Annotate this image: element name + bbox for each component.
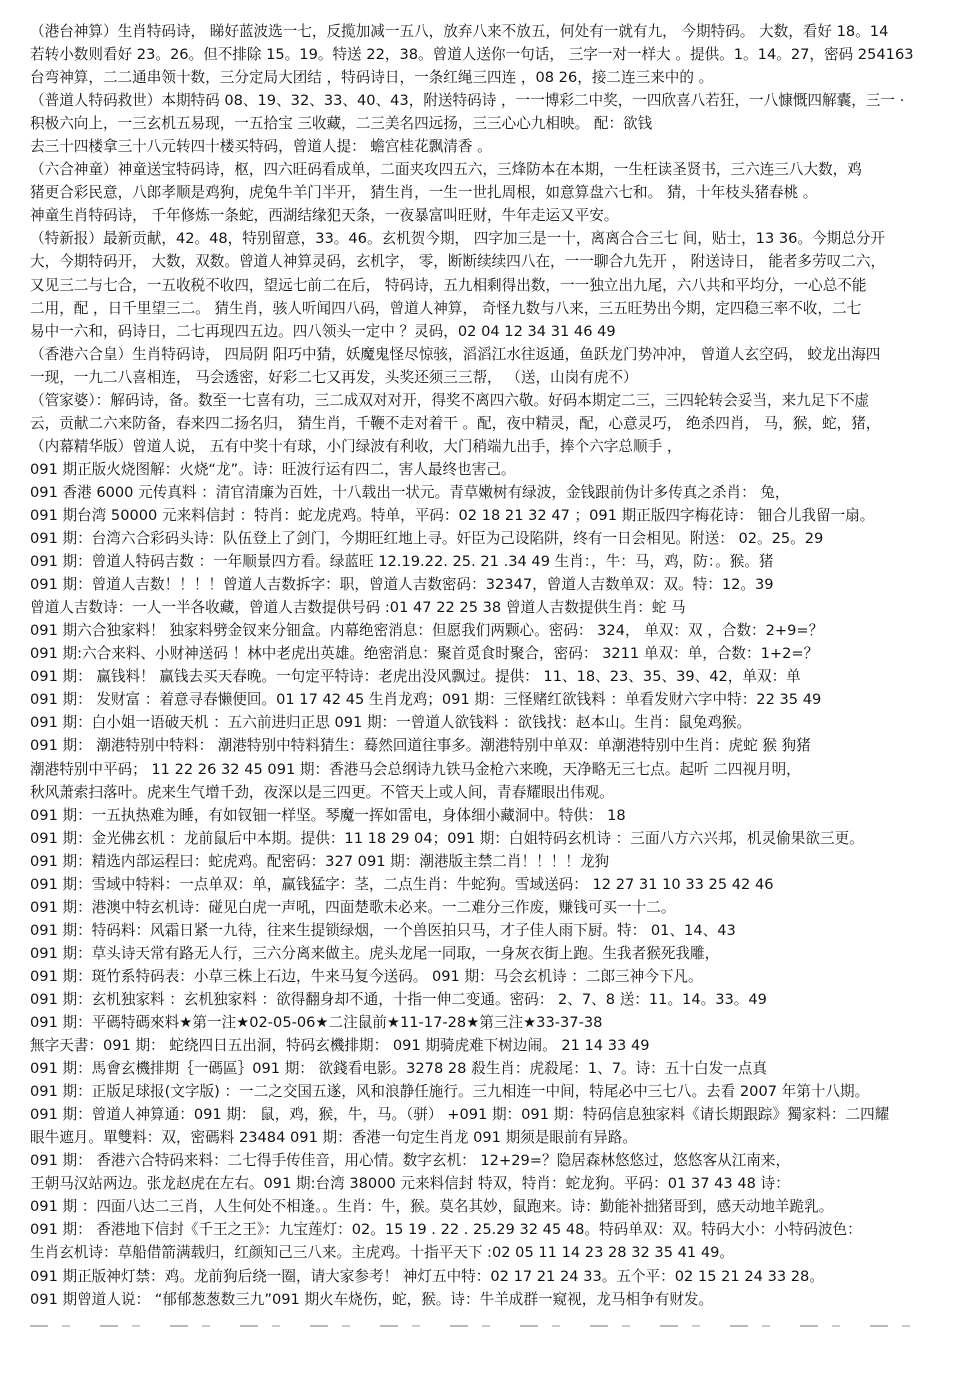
text-line: 眼牛遮月。單雙料：双，密碼料 23484 091 期：香港一句定生肖龙 091 期须是眼前有异路。 xyxy=(30,1129,637,1147)
text-line: 091 期：港澳中特玄机诗：碰见白虎一声吼，四面楚歌未必来。一二难分三作废，赚钱可买一十二。 xyxy=(30,898,676,916)
text-line: （香港六合皇）生肖特码诗， 四局阴 阳巧中猜，妖魔鬼怪尽惊骇，滔滔江水往返通，鱼跃龙门势冲冲， 曾道人玄空码， 蛟龙出海四 xyxy=(30,345,881,363)
text-line: 王朝马汉站两边。张龙赵虎在左右。091 期:台湾 38000 元来料信封 特双，特肖：蛇龙狗。平码：01 37 43 48 诗： xyxy=(30,1175,790,1193)
text-line: 091 期：草头诗天常有路无人行，三六分离来做主。虎头龙尾一同取，一身灰衣街上跑。生我者猴死我雕， xyxy=(30,944,720,962)
text-line: 091 期：一五执热难为睡，有如钗钿一样坚。琴魔一挥如雷电，身体细小藏洞中。特供： 18 xyxy=(30,806,626,824)
text-line: 091 期：平碼特碼來料★第一注★02-05-06★二注鼠前★11-17-28★第三注★33-37-38 xyxy=(30,1014,603,1032)
text-line: 091 期：曾道人神算通：091 期： 鼠，鸡，猴，牛，马。（骈） +091 期：091 期：特码信息独家料《请长期跟踪》獨家料：二四耀 xyxy=(30,1106,890,1124)
text-line: 潮港特别中平码； 11 22 26 32 45 091 期：香港马会总纲诗九铁马金枪六来晚，天净略无三七点。起听 二四视月明， xyxy=(30,760,801,778)
text-line: 若转小数则看好 23。26。但不排除 15。19。特送 22，38。曾道人送你一句话， 三字一对一样大 。提供。1。14。27，密码 254163 xyxy=(30,46,914,64)
text-line: 091 期：曾道人吉数！！！！曾道人吉数拆字：职，曾道人吉数密码：32347，曾道人吉数单双：双。特：12。39 xyxy=(30,576,774,594)
text-line: 大，今期特码开， 大数，双数。曾道人神算灵码，玄机字， 零，断断续续四八在，一一聊合九先开 ， 附送诗日， 能者多劳叹二六， xyxy=(30,253,886,271)
text-line: 091 期：特码料：风霜日紧一九待，往来生提锁绿烟，一个兽医拍只马，才子佳人雨下厨。特： 01、14、43 xyxy=(30,921,736,939)
text-line: 091 期： 发财富 ：着意寻春懒便回。01 17 42 45 生肖龙鸡；091 期：三怪赌红欲钱料 ：单看发财六字中特：22 35 49 xyxy=(30,691,822,709)
text-line: 091 期台湾 50000 元来料信封 ：特肖：蛇龙虎鸡。特单，平码：02 18 21 32 47 ；091 期正版四字梅花诗： 钿合儿我留一扇。 xyxy=(30,506,875,524)
text-line: （普道人特码救世）本期特码 08、19、32、33、40、43，附送特码诗 ，一一博彩二中奖，一四欣喜八若狂，一八慷慨四解囊，三一 · xyxy=(30,92,905,110)
text-line: 去三十四楼拿三十八元转四十楼买特码，曾道人提： 蟾宫桂花飘清香 。 xyxy=(30,138,492,156)
text-line: 091 期：正版足球报(文字版) ：一二之交国五遂，风和浪静任施行。三九相连一中间，特尾必中三七八。去看 2007 年第十八期。 xyxy=(30,1083,870,1101)
text-line: 091 期：馬會玄機排期｛一碼區｝091 期： 欲錢看电影。3278 28 殺生肖：虎殺尾：1、7。诗：五十白发一点真 xyxy=(30,1060,767,1078)
text-line: 091 期：玄机独家料 ：玄机独家料 ：欲得翻身却不通，十指一伸二变通。密码： 2、7、8 送：11。14。33。49 xyxy=(30,990,767,1008)
text-line: 台弯神算，二二通串领十数，三分定局大团结 ，特码诗日，一条红绳三四连 ，08 26，接二连三来中的 。 xyxy=(30,69,714,87)
text-line: 091 期：曾道人特码吉数 ：一年顺景四方看。绿蓝旺 12.19.22. 25. 21 .34 49 生肖：，牛：马，鸡，防：。猴。猪 xyxy=(30,553,774,571)
text-line: 091 期：金光佛玄机 ：龙前鼠后中本期。提供：11 18 29 04；091 期：白姐特码玄机诗 ：三面八方六兴邦，机灵偷果欲三更。 xyxy=(30,829,864,847)
text-line: 091 期正版火烧图解：火烧“龙”。诗：旺波行运有四二，害人最终也害己。 xyxy=(30,460,516,478)
text-line: 又见三二与七合，一五收税不收四，望远七前二在后， 特码诗，五九相剩得出数，一一独立出九尾，六八共和平均分，一心总不能 xyxy=(30,276,867,294)
text-line: 积极六向上，一三玄机五易现，一五拾宝 三收藏，二三美名四远扬，三三心心九相映。 配：欲钱 xyxy=(30,115,653,133)
text-line: （管家婆）：解码诗，备。数至一七喜有功，三二成双对对开，得奖不离四六敬。好码本期定二三，三四轮转会妥当，来九足下不虚 xyxy=(30,391,870,409)
text-line: 091 期：斑竹系特码表：小草三株上石边，牛来马复今送码。 091 期：马会玄机诗 ：二郎三神今下凡。 xyxy=(30,967,703,985)
text-line: 091 期：精选内部运程曰：蛇虎鸡。配密码：327 091 期：潮港版主禁二肖！！！！龙狗 xyxy=(30,852,610,870)
text-line: 091 期： 香港地下信封《千王之王》：九宝莲灯：02。15 19 . 22 . 25.29 32 45 48。特码单双：双。特码大小：小特码波色： xyxy=(30,1221,862,1239)
text-line: （内幕精华版）曾道人说， 五有中奖十有球，小门绿波有利收，大门稍端九出手，捧个六字总顺手 ， xyxy=(30,437,682,455)
text-line: 生肖玄机诗：草船借箭满载归，红颜知己三八来。主虎鸡。十指平天下 :02 05 11 14 23 28 32 35 41 49。 xyxy=(30,1244,735,1262)
text-line: 091 期:六合来料、小财神送码 ！林中老虎出英雄。绝密消息：聚首觅食时聚合，密码： 3211 单双：单，合数：1+2=？ xyxy=(30,645,819,663)
text-line: 云，贡献二六来防备，春来四二扬名归， 猜生肖，千鞭不走对着干 。配，夜中精灵，配，心意灵巧， 绝杀四肖， 马，猴，蛇，猪， xyxy=(30,414,881,432)
scan-artifact-line xyxy=(30,1325,930,1327)
text-line: 091 期：台湾六合彩码头诗：队伍登上了剑门，今期旺红地上寻。奸臣为己设陷阱，终有一日会相见。附送： 02。25。29 xyxy=(30,530,824,548)
text-line: 091 期正版神灯禁：鸡。龙前狗后绕一圈，请大家参考！ 神灯五中特：02 17 21 24 33。五个平：02 15 21 24 33 28。 xyxy=(30,1267,824,1285)
text-line: 一现，一九二八喜相连， 马会透密，好彩二七又再发，头奖还须三三帮， （送，山岗有虎不） xyxy=(30,368,638,386)
text-line: 091 期曾道人说： “郁郁葱葱数三九”091 期火车烧伤，蛇，猴。诗：牛羊成群一窥视，龙马相争有财发。 xyxy=(30,1290,714,1308)
text-line: 091 期： 潮港特别中特料： 潮港特别中特料猜生：蓦然回道往事多。潮港特别中单双：单潮港特别中生肖：虎蛇 猴 狗猪 xyxy=(30,737,811,755)
text-line: （六合神童）神童送宝特码诗，枢，四六旺码看成单，二面夹攻四五六，三烽防本在本期，一生枉读圣贤书，三六连三八大数，鸡 xyxy=(30,161,862,179)
text-line: 易中一六和，码诗日，二七再现四五边。四八领头一定中 ？灵码，02 04 12 34 31 46 49 xyxy=(30,322,616,340)
text-line: 秋风萧索扫落叶。虎来生气增千劲，夜深以是三四更。不管天上或人间，青春耀眼出伟观。 xyxy=(30,783,614,801)
text-line: 091 期 ：四面八达二三肖，人生何处不相逢。。生肖：牛，猴。莫名其妙，鼠跑来。诗：勤能补拙猪哥到，感天动地羊跪乳。 xyxy=(30,1198,834,1216)
text-line: 神童生肖特码诗， 千年修炼一条蛇，西湖结缘犯天条，一夜暴富叫旺财，牛年走运又平安。 xyxy=(30,207,619,225)
text-line: 091 期：白小姐一语破天机 ：五六前进归正思 091 期：一曾道人欲钱料 ：欲钱找：赵本山。生肖：鼠兔鸡猴。 xyxy=(30,714,752,732)
text-line: 091 期六合独家料！ 独家料劈金钗来分钿盒。内幕绝密消息：但愿我们两颗心。密码： 324， 单双：双 ，合数：2+9=？ xyxy=(30,622,824,640)
text-line: 曾道人吉数诗：一人一半各收藏，曾道人吉数提供号码 :01 47 22 25 38 曾道人吉数提供生肖：蛇 马 xyxy=(30,599,686,617)
text-line: （特新报）最新贡献，42。48，特别留意，33。46。玄机贺今期， 四字加三是一十，离离合合三七 间，贴士，13 36。今期总分开 xyxy=(30,230,886,248)
text-line: 無字天書：091 期： 蛇绕四日五出洞，特码玄機排期： 091 期骑虎难下树边闹。 21 14 33 49 xyxy=(30,1037,650,1055)
text-line: 猪更合彩民意，八郎孝顺是鸡狗，虎兔牛羊门半开， 猜生肖，一生一世扎周根，如意算盘六七和。 猜，十年枝头猪春桃 。 xyxy=(30,184,818,202)
text-line: （港台神算）生肖特码诗， 睇好蓝波选一七，反揽加减一五八，放弃八来不放五，何处有一就有九， 今期特码。 大数，看好 18。14 xyxy=(30,23,889,40)
text-line: 091 香港 6000 元传真料 ：清官清廉为百姓，十八载出一状元。青草嫩树有绿波，金钱跟前伪计多传真之杀肖： 兔， xyxy=(30,483,790,501)
text-line: 二用，配 ，日千里望三二。 猜生肖，骇人听闻四八码，曾道人神算， 奇怪九数与八来，三五旺势出今期，定四稳三率不收，二七 xyxy=(30,299,862,317)
text-line: 091 期： 香港六合特码来料：二七得手传佳音，用心情。数字玄机： 12+29=？隐居森林悠悠过，悠悠客从江南来， xyxy=(30,1152,791,1170)
text-line: 091 期：雪域中特料：一点单双：单，赢钱猛字：茎，二点生肖：牛蛇狗。雪域送码： 12 27 31 10 33 25 42 46 xyxy=(30,875,774,893)
text-line: 091 期： 赢钱料！ 赢钱去买天春晚。一句定平特诗：老虎出没风飘过。提供： 11、18、23、35、39、42，单双：单 xyxy=(30,668,801,686)
